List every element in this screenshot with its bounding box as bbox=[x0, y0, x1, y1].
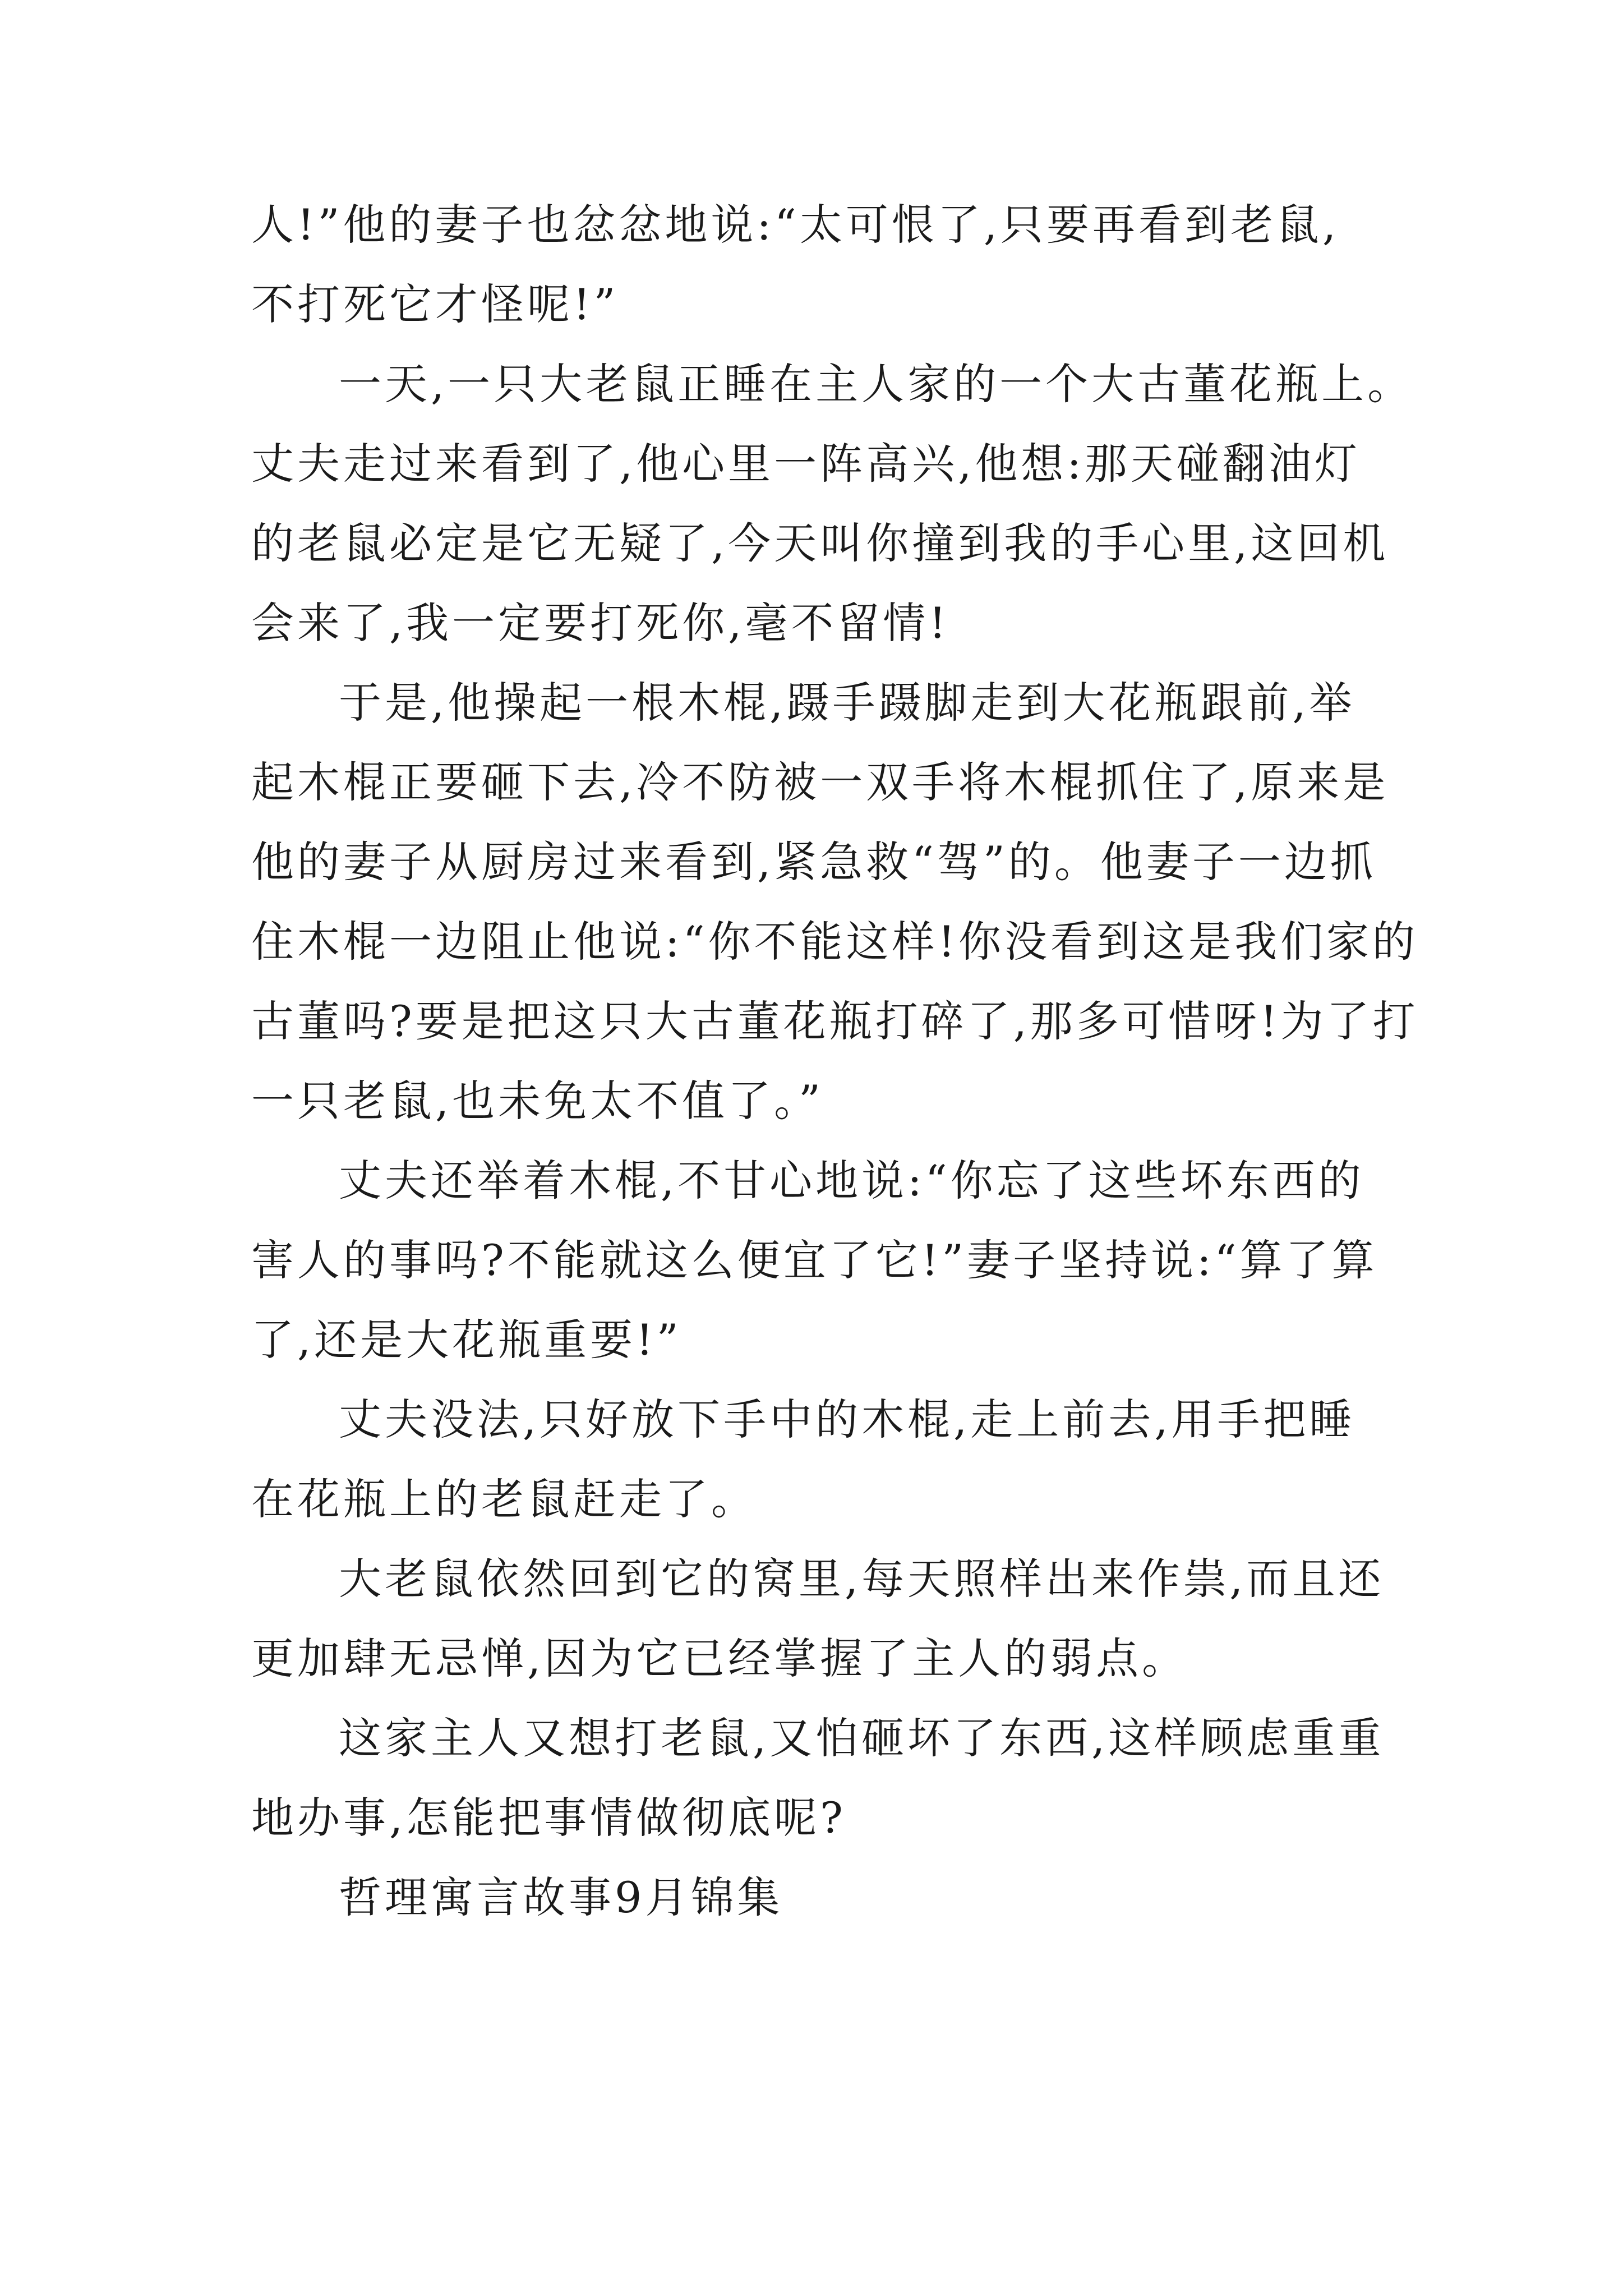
text-line: 更加肆无忌惮,因为它已经掌握了主人的弱点。 bbox=[251, 1634, 1188, 1683]
text-line: 一只老鼠,也未免太不值了。” bbox=[251, 1076, 824, 1126]
text-line: 在花瓶上的老鼠赶走了。 bbox=[251, 1474, 757, 1524]
text-line: 不打死它才怪呢!” bbox=[251, 279, 619, 329]
text-line: 住木棍一边阻止他说:“你不能这样!你没看到这是我们家的 bbox=[251, 917, 1418, 967]
text-line: 会来了,我一定要打死你,毫不留情! bbox=[251, 598, 949, 648]
text-line: 人!”他的妻子也忿忿地说:“太可恨了,只要再看到老鼠, bbox=[251, 200, 1340, 250]
text-line: 古董吗?要是把这只大古董花瓶打碎了,那多可惜呀!为了打 bbox=[251, 996, 1419, 1046]
paragraph-start-line: 一天,一只大老鼠正睡在主人家的一个大古董花瓶上。 bbox=[339, 359, 1414, 409]
paragraph-start-line: 于是,他操起一根木棍,蹑手蹑脚走到大花瓶跟前,举 bbox=[339, 678, 1355, 728]
text-line: 了,还是大花瓶重要!” bbox=[251, 1315, 682, 1365]
text-line: 的老鼠必定是它无疑了,今天叫你撞到我的手心里,这回机 bbox=[251, 518, 1389, 568]
text-line: 丈夫走过来看到了,他心里一阵高兴,他想:那天碰翻油灯 bbox=[251, 439, 1361, 489]
paragraph-start-line: 这家主人又想打老鼠,又怕砸坏了东西,这样顾虑重重 bbox=[339, 1713, 1385, 1763]
paragraph-start-line: 丈夫没法,只好放下手中的木棍,走上前去,用手把睡 bbox=[339, 1395, 1355, 1444]
section-heading: 哲理寓言故事9月锦集 bbox=[339, 1872, 783, 1922]
paragraph-start-line: 大老鼠依然回到它的窝里,每天照样出来作祟,而且还 bbox=[339, 1554, 1385, 1604]
story-text bbox=[251, 185, 1419, 1938]
text-line: 他的妻子从厨房过来看到,紧急救“驾”的。他妻子一边抓 bbox=[251, 837, 1376, 887]
text-line: 害人的事吗?不能就这么便宜了它!”妻子坚持说:“算了算 bbox=[251, 1235, 1378, 1285]
paragraph-start-line: 丈夫还举着木棍,不甘心地说:“你忘了这些坏东西的 bbox=[339, 1156, 1364, 1205]
text-line: 地办事,怎能把事情做彻底呢? bbox=[251, 1793, 846, 1843]
text-line: 起木棍正要砸下去,冷不防被一双手将木棍抓住了,原来是 bbox=[251, 757, 1389, 807]
